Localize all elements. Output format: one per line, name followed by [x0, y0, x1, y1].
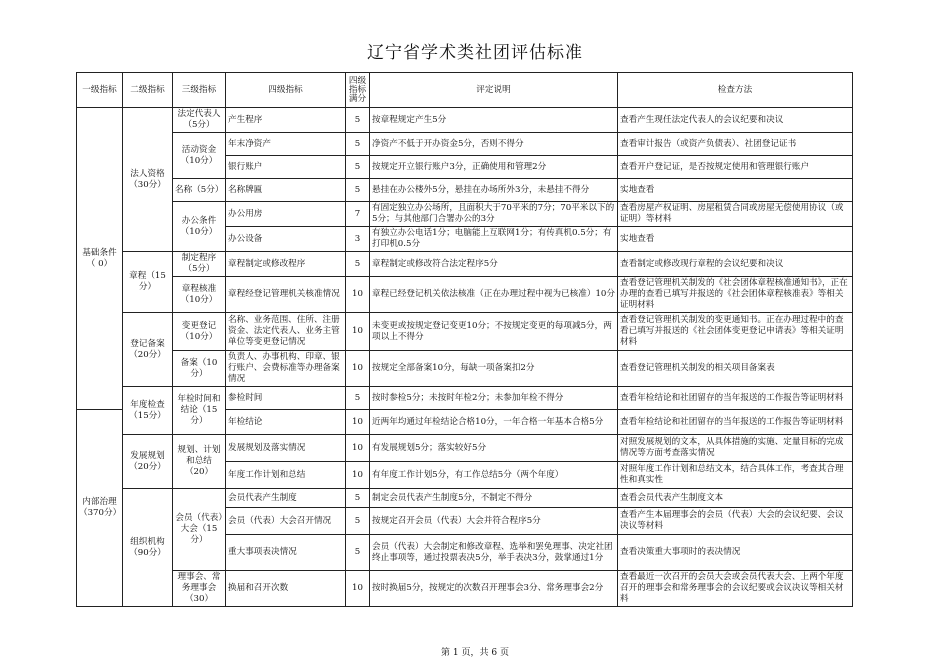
- l2-development-cell: 发展规划（20分）: [123, 435, 173, 489]
- l3-congress-cell: 会员（代表）大会（15分）: [173, 489, 226, 571]
- description-cell: 近两年均通过年检结论合格10分，一年合格一年基本合格5分: [370, 410, 618, 435]
- l4-cell: 名称、业务范围、住所、注册资金、法定代表人、业务主管单位等变更登记情况: [226, 313, 346, 351]
- description-cell: 按章程规定产生5分: [370, 108, 618, 133]
- method-cell: 查看登记管理机关制发的相关项目备案表: [618, 351, 853, 387]
- table-row: [77, 202, 853, 227]
- score-cell: 10: [346, 571, 370, 607]
- score-cell: 5: [346, 156, 370, 179]
- method-cell: 查看年检结论和社团留存的当年报送的工作报告等证明材料: [618, 387, 853, 410]
- page-footer: 第 1 页，共 6 页: [441, 648, 509, 658]
- l3-council-cell: 理事会、常务理事会（30）: [173, 571, 226, 607]
- score-cell: 10: [346, 462, 370, 489]
- method-cell: 查看审计报告（或资产负债表）、社团登记证书: [618, 133, 853, 156]
- description-cell: 章程制定或修改符合法定程序5分: [370, 252, 618, 277]
- table-row: [77, 387, 853, 410]
- table-row: [77, 571, 853, 607]
- description-cell: 按规定全部备案10分，每缺一项备案扣2分: [370, 351, 618, 387]
- l4-cell: 会员代表产生制度: [226, 489, 346, 508]
- score-cell: 5: [346, 387, 370, 410]
- score-cell: 5: [346, 108, 370, 133]
- l3-approval-cell: 章程核准（10分）: [173, 277, 226, 313]
- score-cell: 5: [346, 508, 370, 535]
- score-cell: 5: [346, 252, 370, 277]
- table-row: [77, 435, 853, 462]
- score-cell: 10: [346, 351, 370, 387]
- method-cell: 对照发展规划的文本，从具体措施的实施、定量目标的完成情况等方面考查落实情况: [618, 435, 853, 462]
- l3-procedure-cell: 制定程序（5分）: [173, 252, 226, 277]
- l4-cell: 会员（代表）大会召开情况: [226, 508, 346, 535]
- l3-plan-cell: 规划、计划和总结（20）: [173, 435, 226, 489]
- l4-cell: 办公用房: [226, 202, 346, 227]
- description-cell: 有年度工作计划5分，有工作总结5分（两个年度）: [370, 462, 618, 489]
- method-cell: 查看产生现任法定代表人的会议纪要和决议: [618, 108, 853, 133]
- description-cell: 有发展规划5分；落实较好5分: [370, 435, 618, 462]
- l3-rep-cell: 法定代表人（5分）: [173, 108, 226, 133]
- description-cell: 按规定开立银行账户3分，正确使用和管理2分: [370, 156, 618, 179]
- score-cell: 10: [346, 313, 370, 351]
- score-cell: 5: [346, 489, 370, 508]
- l2-annual-cell: 年度检查（15分）: [123, 387, 173, 435]
- header-description: 评定说明: [370, 73, 618, 108]
- method-cell: 查看年检结论和社团留存的当年报送的工作报告等证明材料: [618, 410, 853, 435]
- table-row: [77, 313, 853, 351]
- method-cell: 查看登记管理机关制发的《社会团体章程核准通知书》，正在办理的查看已填写并报送的《社会团体章程核准表》等相关证明材料: [618, 277, 853, 313]
- l4-cell: 章程经登记管理机关核准情况: [226, 277, 346, 313]
- page-title: 辽宁省学术类社团评估标准: [367, 43, 583, 63]
- score-cell: 5: [346, 133, 370, 156]
- score-cell: 5: [346, 535, 370, 571]
- l4-cell: 名称牌匾: [226, 179, 346, 202]
- header-l3: 三级指标: [173, 73, 226, 108]
- method-cell: 查看产生本届理事会的会员（代表）大会的会议纪要、会议决议等材料: [618, 508, 853, 535]
- l3-change-cell: 变更登记（10分）: [173, 313, 226, 351]
- description-cell: 按时换届5分，按规定的次数召开理事会3分、常务理事会2分: [370, 571, 618, 607]
- l4-cell: 银行账户: [226, 156, 346, 179]
- table-row: [77, 351, 853, 387]
- description-cell: 有固定独立办公场所，且面积大于70平米的7分；70平米以下的5分；与其他部门合署办公的3分: [370, 202, 618, 227]
- l2-registration-cell: 登记备案（20分）: [123, 313, 173, 387]
- l3-filing-cell: 备案（10分）: [173, 351, 226, 387]
- table-row: [77, 489, 853, 508]
- description-cell: 章程已经登记机关依法核准（正在办理过程中视为已核准）10分: [370, 277, 618, 313]
- score-cell: 10: [346, 410, 370, 435]
- l4-cell: 发展规划及落实情况: [226, 435, 346, 462]
- method-cell: 查看决策重大事项时的表决情况: [618, 535, 853, 571]
- method-cell: 对照年度工作计划和总结文本，结合具体工作，考查其合理性和真实性: [618, 462, 853, 489]
- l4-cell: 章程制定或修改程序: [226, 252, 346, 277]
- header-l2: 二级指标: [123, 73, 173, 108]
- method-cell: 查看会员代表产生制度文本: [618, 489, 853, 508]
- evaluation-standard-table: [76, 72, 853, 607]
- l4-cell: 产生程序: [226, 108, 346, 133]
- description-cell: 未变更或按规定登记变更10分；不按规定变更的每项减5分，两项以上不得分: [370, 313, 618, 351]
- score-cell: 10: [346, 277, 370, 313]
- score-cell: 3: [346, 227, 370, 252]
- header-method: 检查方法: [618, 73, 853, 108]
- l4-cell: 重大事项表决情况: [226, 535, 346, 571]
- description-cell: 悬挂在办公楼外5分，悬挂在办场所外3分，未悬挂不得分: [370, 179, 618, 202]
- l1-basic-cell: 基础条件（ 0）: [77, 108, 123, 410]
- score-cell: 5: [346, 179, 370, 202]
- score-cell: 10: [346, 435, 370, 462]
- l4-cell: 年检结论: [226, 410, 346, 435]
- table-row: [77, 108, 853, 133]
- description-cell: 按时参检5分；未按时年检2分；未参加年检不得分: [370, 387, 618, 410]
- description-cell: 按规定召开会员（代表）大会并符合程序5分: [370, 508, 618, 535]
- method-cell: 实地查看: [618, 227, 853, 252]
- l4-cell: 办公设备: [226, 227, 346, 252]
- description-cell: 有独立办公电话1分；电脑能上互联网1分；有传真机0.5分；有打印机0.5分: [370, 227, 618, 252]
- method-cell: 查看登记管理机关制发的变更通知书。正在办理过程中的查看已填写并报送的《社会团体变更登记申请表》等相关证明材料: [618, 313, 853, 351]
- l4-cell: 年末净资产: [226, 133, 346, 156]
- l3-office-cell: 办公条件（10分）: [173, 202, 226, 252]
- table-row: [77, 133, 853, 156]
- table-row: [77, 277, 853, 313]
- table-header-row: [77, 73, 853, 108]
- l4-cell: 参检时间: [226, 387, 346, 410]
- description-cell: 会员（代表）大会制定和修改章程、选举和罢免理事、决定社团终止事项等，通过投票表决5分，举手表决3分，鼓掌通过1分: [370, 535, 618, 571]
- header-l1: 一级指标: [77, 73, 123, 108]
- l3-name-cell: 名称（5分）: [173, 179, 226, 202]
- l4-cell: 换届和召开次数: [226, 571, 346, 607]
- method-cell: 查看制定或修改现行章程的会议纪要和决议: [618, 252, 853, 277]
- table-row: [77, 252, 853, 277]
- description-cell: 净资产不低于开办资金5分，否则不得分: [370, 133, 618, 156]
- method-cell: 查看房屋产权证明、房屋租赁合同或房屋无偿使用协议（或证明）等材料: [618, 202, 853, 227]
- l2-organization-cell: 组织机构（90分）: [123, 489, 173, 607]
- l4-cell: 负责人、办事机构、印章、银行账户、会费标准等办理备案情况: [226, 351, 346, 387]
- l1-internal-cell: 内部治理（370分）: [77, 410, 123, 607]
- l2-charter-cell: 章程（15分）: [123, 252, 173, 313]
- l4-cell: 年度工作计划和总结: [226, 462, 346, 489]
- header-l4: 四级指标: [226, 73, 346, 108]
- method-cell: 查看最近一次召开的会员大会或会员代表大会、上两个年度召开的理事会和常务理事会的会议纪要或会议决议等相关材料: [618, 571, 853, 607]
- l2-legal-cell: 法人资格（30分）: [123, 108, 173, 252]
- score-cell: 7: [346, 202, 370, 227]
- header-l4-score: 四级指标满分: [346, 73, 370, 108]
- method-cell: 实地查看: [618, 179, 853, 202]
- l3-funds-cell: 活动资金（10分）: [173, 133, 226, 179]
- l3-annual-time-cell: 年检时间和结论（15分）: [173, 387, 226, 435]
- table-row: [77, 179, 853, 202]
- method-cell: 查看开户登记证，是否按规定使用和管理银行账户: [618, 156, 853, 179]
- description-cell: 制定会员代表产生制度5分，不制定不得分: [370, 489, 618, 508]
